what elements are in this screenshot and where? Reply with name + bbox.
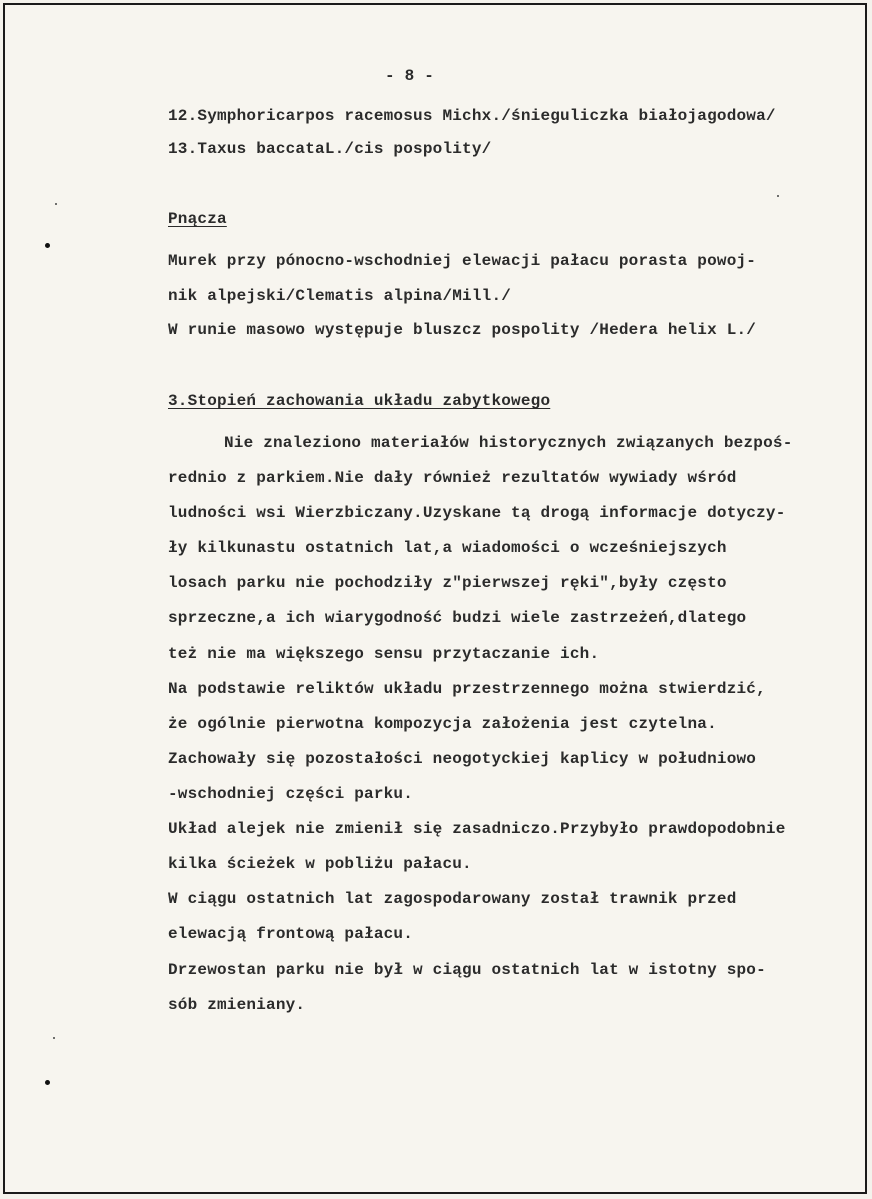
pnacza-line: Murek przy pónocno-wschodniej elewacji pałacu porasta powoj-	[168, 252, 757, 270]
body-line: kilka ścieżek w pobliżu pałacu.	[168, 855, 472, 873]
plant-item-12: 12.Symphoricarpos racemosus Michx./śnieguliczka białojagodowa/	[168, 107, 776, 125]
section-heading-stopien-zachowania: 3.Stopień zachowania układu zabytkowego	[168, 392, 551, 410]
pnacza-line: nik alpejski/Clematis alpina/Mill./	[168, 287, 512, 305]
body-line: że ogólnie pierwotna kompozycja założenia jest czytelna.	[168, 715, 717, 733]
body-line: losach parku nie pochodziły z"pierwszej ręki",były często	[168, 574, 727, 592]
body-line: rednio z parkiem.Nie dały również rezultatów wywiady wśród	[168, 469, 737, 487]
body-line: -wschodniej części parku.	[168, 785, 414, 803]
body-line: W ciągu ostatnich lat zagospodarowany został trawnik przed	[168, 890, 737, 908]
body-line: Nie znaleziono materiałów historycznych związanych bezpoś-	[224, 434, 793, 452]
body-line: sób zmieniany.	[168, 996, 306, 1014]
body-line: też nie ma większego sensu przytaczanie ich.	[168, 645, 600, 663]
pnacza-line: W runie masowo występuje bluszcz pospolity /Hedera helix L./	[168, 321, 757, 339]
body-line: ły kilkunastu ostatnich lat,a wiadomości o wcześniejszych	[168, 539, 727, 557]
body-line: Układ alejek nie zmienił się zasadniczo.Przybyło prawdopodobnie	[168, 820, 786, 838]
paper-speck	[55, 203, 57, 205]
body-line: Zachowały się pozostałości neogotyckiej kaplicy w południowo	[168, 750, 757, 768]
paper-speck	[777, 195, 779, 197]
body-line: Na podstawie reliktów układu przestrzennego można stwierdzić,	[168, 680, 766, 698]
body-line: sprzeczne,a ich wiarygodność budzi wiele zastrzeżeń,dlatego	[168, 609, 747, 627]
body-line: ludności wsi Wierzbiczany.Uzyskane tą drogą informacje dotyczy-	[168, 504, 786, 522]
margin-punch-mark	[45, 243, 50, 248]
body-line: elewacją frontową pałacu.	[168, 925, 414, 943]
page-number: - 8 -	[385, 67, 435, 85]
section-heading-pnacza: Pnącza	[168, 210, 227, 228]
body-line: Drzewostan parku nie był w ciągu ostatnich lat w istotny spo-	[168, 961, 766, 979]
document-page	[3, 3, 867, 1194]
margin-punch-mark	[45, 1080, 50, 1085]
plant-item-13: 13.Taxus baccataL./cis pospolity/	[168, 140, 492, 158]
paper-speck	[53, 1037, 55, 1039]
